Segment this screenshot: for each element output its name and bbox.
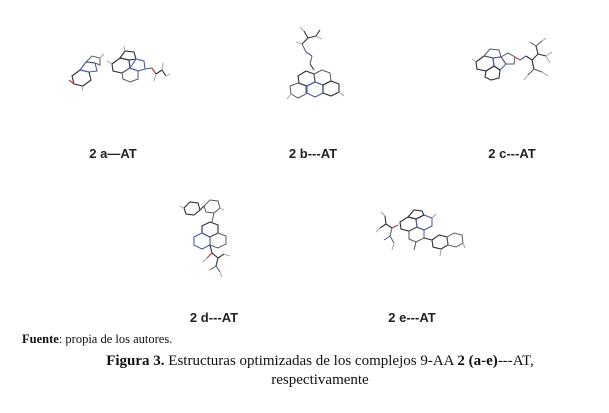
figure-caption — [40, 352, 600, 390]
panel-label-2b: 2 b---AT — [288, 146, 338, 161]
molecule-structure-2b — [284, 26, 354, 106]
caption-line-2: respectivamente — [271, 372, 369, 388]
source-text: : propia de los autores. — [58, 332, 173, 346]
molecule-structure-2a — [62, 44, 172, 94]
caption-text-before: Estructuras optimizadas de los complejos 9-AA — [164, 353, 458, 369]
figure-source — [22, 332, 172, 347]
panel-label-2e: 2 e---AT — [388, 310, 436, 325]
molecule-structure-2d — [180, 196, 240, 278]
molecule-structure-2e — [376, 206, 466, 262]
panel-label-2c: 2 c---AT — [488, 146, 536, 161]
caption-bold-part: 2 (a-e) — [457, 353, 498, 369]
source-prefix: Fuente — [22, 332, 59, 346]
caption-figure-label: Figura 3. — [106, 353, 165, 369]
caption-line-1 — [40, 352, 600, 371]
caption-text-after: ---AT, — [497, 353, 534, 369]
panel-label-2d: 2 d---AT — [189, 310, 239, 325]
panel-label-2a: 2 a—AT — [89, 146, 137, 161]
molecule-structure-2c — [472, 36, 562, 86]
